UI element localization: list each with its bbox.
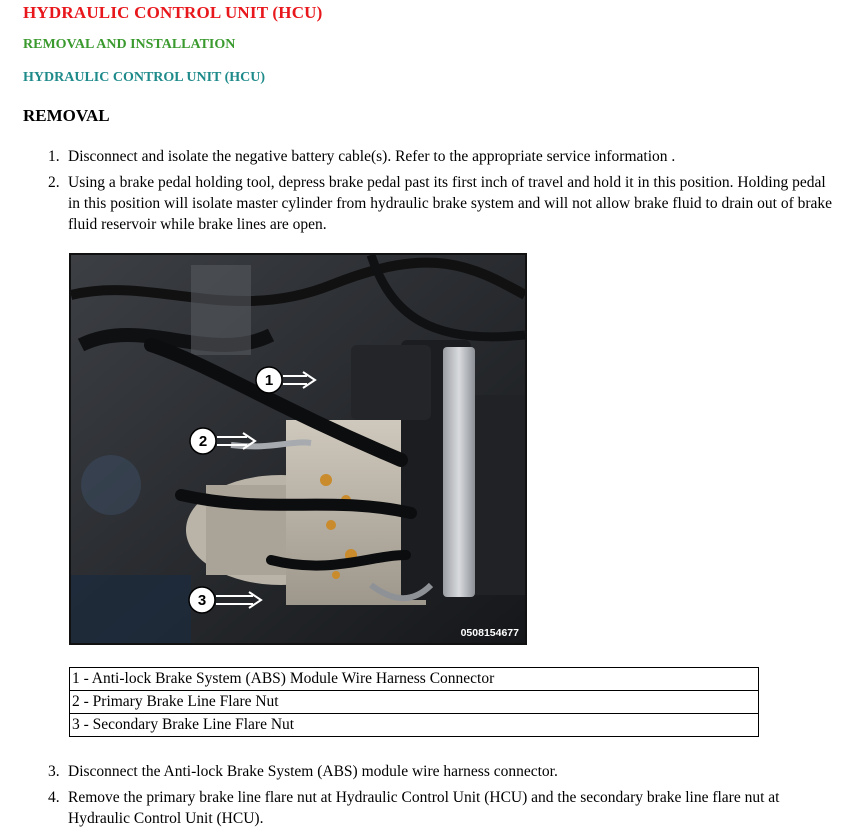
section-heading: REMOVAL AND INSTALLATION (23, 37, 236, 52)
step-number: 3. (48, 763, 60, 780)
table-row (70, 714, 759, 737)
step-text: Using a brake pedal holding tool, depress brake pedal past its first inch of travel and hold it in this position. Holding pedal in this position will isolate master cylinder from hydraulic brake system and will not allow brake fluid to drain out of brake fluid reservoir while brake lines are open. (68, 174, 833, 233)
page-title: HYDRAULIC CONTROL UNIT (HCU) (23, 3, 323, 22)
step-3 (48, 761, 840, 782)
step-text: Disconnect the Anti-lock Brake System (ABS) module wire harness connector. (68, 763, 558, 780)
step-number: 4. (48, 789, 60, 806)
step-text: Remove the primary brake line flare nut at Hydraulic Control Unit (HCU) and the secondary brake line flare nut at Hydraulic Control Unit (HCU). (68, 789, 780, 827)
svg-text:2: 2 (198, 433, 208, 450)
step-number: 2. (48, 174, 60, 191)
hcu-photo-figure (69, 253, 527, 645)
step-text: Disconnect and isolate the negative battery cable(s). Refer to the appropriate service information . (68, 148, 676, 165)
table-row (70, 691, 759, 714)
step-number: 1. (48, 148, 60, 165)
hcu-photo (71, 255, 525, 643)
table-row (70, 668, 759, 691)
legend-table (69, 667, 759, 737)
step-2 (48, 172, 840, 235)
svg-text:3: 3 (197, 592, 207, 609)
step-4 (48, 787, 840, 829)
procedure-heading: REMOVAL (23, 106, 110, 125)
legend-item: 2 - Primary Brake Line Flare Nut (70, 691, 759, 714)
svg-text:1: 1 (264, 372, 274, 389)
subsection-heading: HYDRAULIC CONTROL UNIT (HCU) (23, 70, 266, 85)
figure-id: 0508154677 (460, 627, 519, 639)
legend-item: 1 - Anti-lock Brake System (ABS) Module Wire Harness Connector (70, 668, 759, 691)
legend-item: 3 - Secondary Brake Line Flare Nut (70, 714, 759, 737)
step-1 (48, 146, 840, 167)
